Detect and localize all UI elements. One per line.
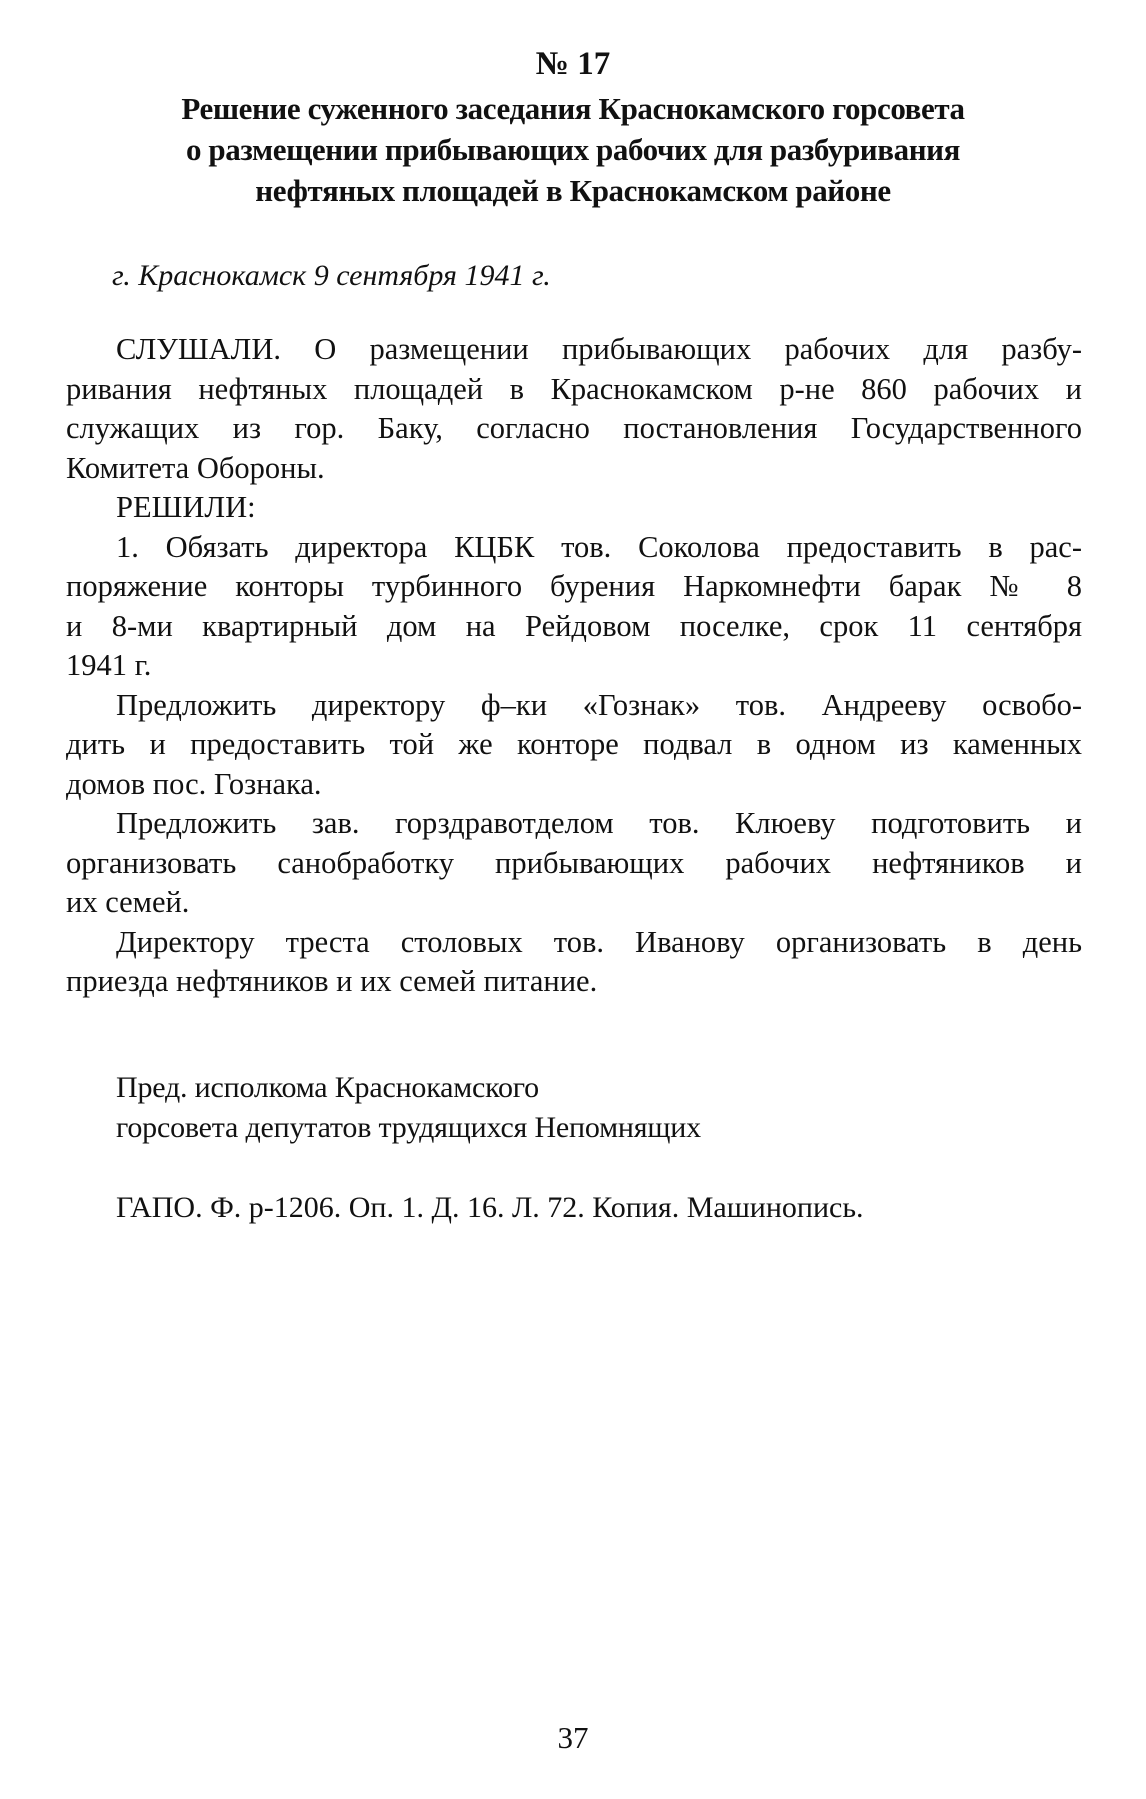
title-line: о размещении прибывающих рабочих для разбуривания — [185, 132, 960, 167]
body-line: организовать санобработку прибывающих рабочих нефтяников и — [66, 845, 1082, 880]
body-line: Предложить зав. горздравотделом тов. Клюеву подготовить и — [116, 806, 1082, 840]
document-body — [66, 330, 1082, 1002]
body-line: 1. Обязать директора КЦБК тов. Соколова предоставить в рас- — [116, 529, 1082, 564]
signature-line: Пред. исполкома Краснокамского — [116, 1071, 539, 1104]
heard-paragraph — [66, 330, 1082, 488]
title-line: Решение суженного заседания Краснокамского горсовета — [181, 91, 965, 126]
body-line: и 8-ми квартирный дом на Рейдовом поселке, срок 11 сентября — [66, 608, 1082, 643]
decision-item-2 — [66, 686, 1082, 805]
place-and-date: г. Краснокамск 9 сентября 1941 г. — [112, 259, 551, 292]
document-title — [90, 88, 1056, 211]
decision-item-1 — [66, 528, 1082, 686]
decision-item-3 — [66, 804, 1082, 923]
document-number: № 17 — [535, 46, 611, 82]
decided-label: РЕШИЛИ: — [116, 490, 256, 524]
body-line: поряжение конторы турбинного бурения Наркомнефти барак № 8 — [66, 569, 1082, 603]
signature-block — [116, 1068, 701, 1148]
body-line: Комитета Обороны. — [66, 450, 325, 485]
body-line: домов пос. Гознака. — [66, 766, 322, 801]
page-number: 37 — [557, 1720, 589, 1755]
body-line: их семей. — [66, 885, 190, 919]
body-line: 1941 г. — [66, 648, 152, 682]
archive-reference: ГАПО. Ф. р-1206. Оп. 1. Д. 16. Л. 72. Копия. Машинопись. — [116, 1191, 864, 1224]
body-line: ривания нефтяных площадей в Краснокамском р-не 860 рабочих и — [66, 371, 1082, 406]
body-line: служащих из гор. Баку, согласно постановления Государственного — [66, 411, 1082, 445]
signature-line: горсовета депутатов трудящихся Непомнящих — [116, 1111, 701, 1144]
title-line: нефтяных площадей в Краснокамском районе — [255, 173, 891, 208]
body-line: приезда нефтяников и их семей питание. — [66, 964, 598, 998]
body-line: Предложить директору ф–ки «Гознак» тов. Андрееву освобо- — [116, 687, 1082, 722]
decision-item-4 — [66, 923, 1082, 1002]
body-line: Директору треста столовых тов. Иванову организовать в день — [116, 924, 1082, 959]
body-line: дить и предоставить той же конторе подвал в одном из каменных — [66, 727, 1082, 761]
body-line: СЛУШАЛИ. О размещении прибывающих рабочих для разбу- — [116, 332, 1082, 366]
